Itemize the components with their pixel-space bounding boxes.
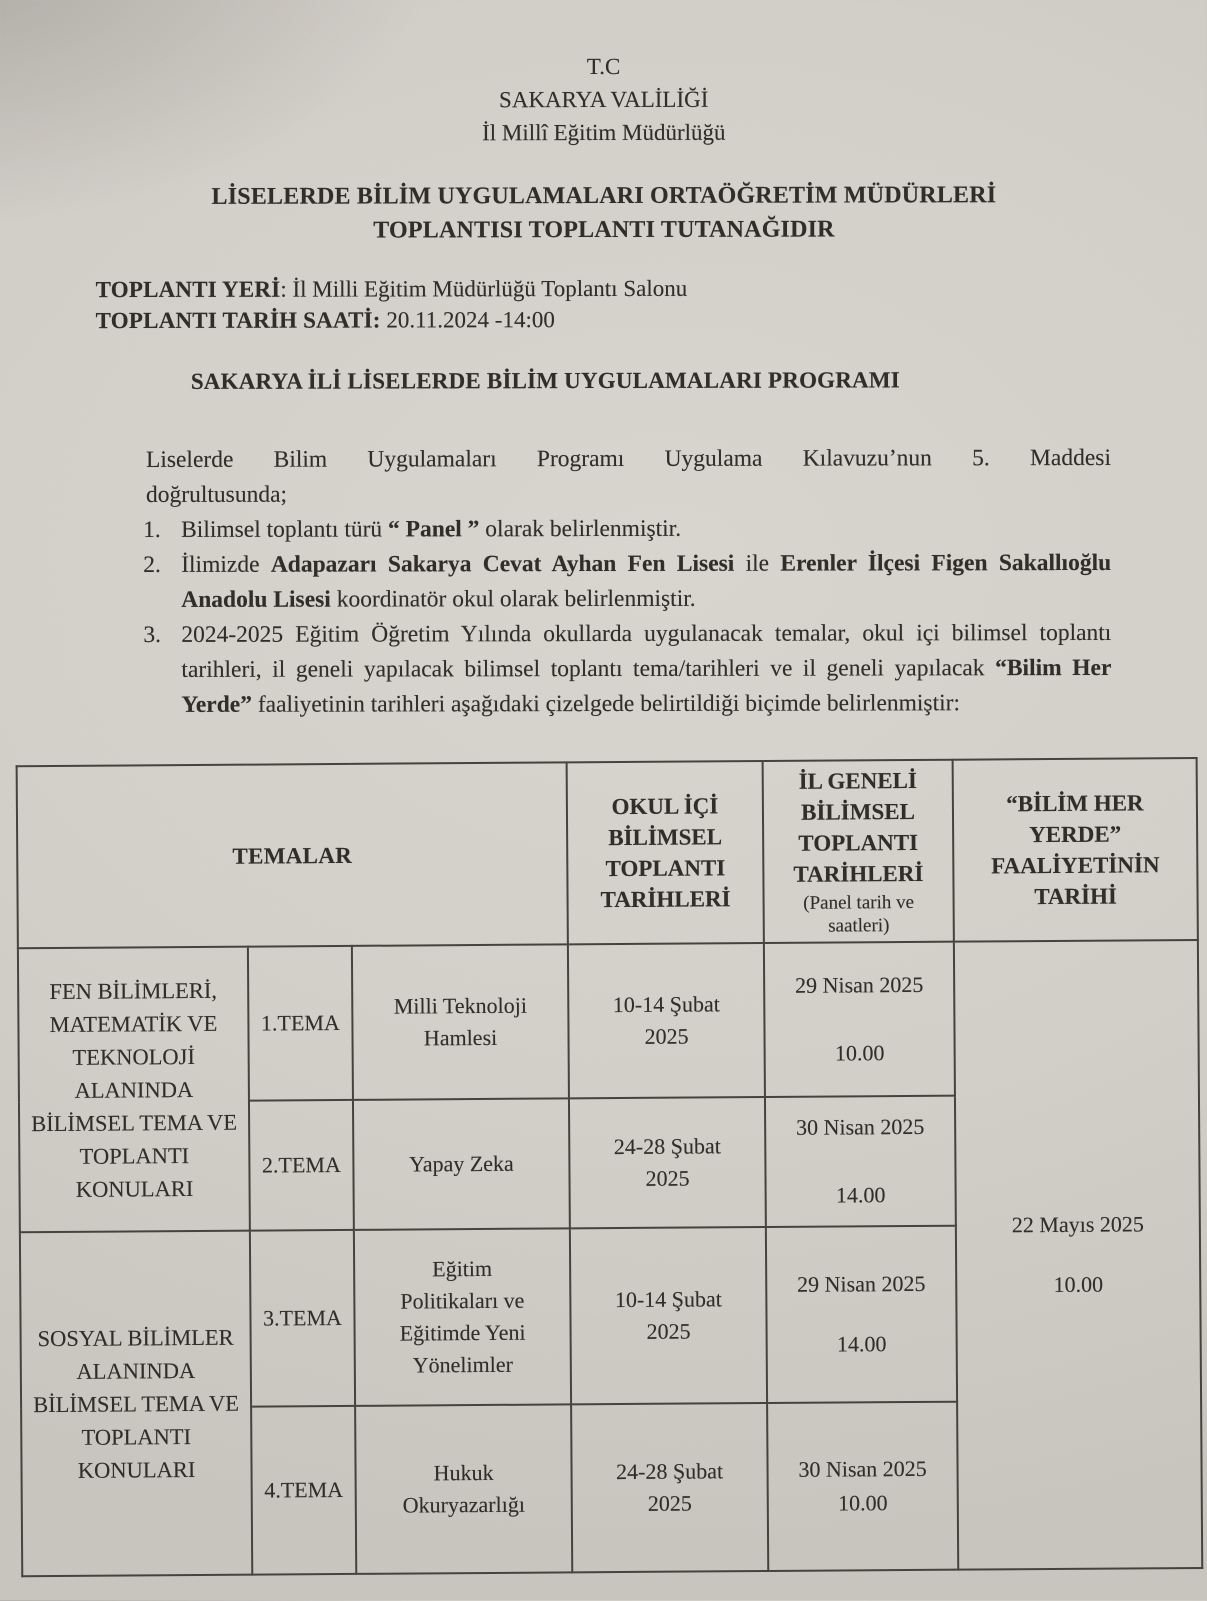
document-title-line-1: LİSELERDE BİLİM UYGULAMALARI ORTAÖĞRETİM MÜDÜRLERİ [211,182,997,210]
panel-cell-4 [767,1402,958,1571]
document-title-line-2: TOPLANTISI TOPLANTI TUTANAĞIDIR [373,216,835,244]
tema-cell-1: 1.TEMA [248,946,353,1101]
bilim-her-yerde-date: 22 Mayıs 2025 [1011,1211,1144,1238]
konu-text-1: Milli Teknoloji Hamlesi [393,992,527,1051]
panel-date-2: 30 Nisan 2025 [795,1113,925,1140]
konu-text-2: Yapay Zeka [408,1150,514,1177]
category-cell-sosyal: SOSYAL BİLİMLER ALANINDA BİLİMSEL TEMA VE TOPLANTI KONULARI [20,1231,252,1577]
panel-cell-3-content [773,1269,950,1360]
intro-paragraph [146,441,1111,513]
program-title: SAKARYA İLİ LİSELERDE BİLİM UYGULAMALARI PROGRAMI [190,367,900,394]
bilim-her-yerde-cell [954,940,1202,1570]
okul-ici-text-4: 24-28 Şubat 2025 [616,1458,724,1516]
tema-cell-2: 2.TEMA [249,1100,354,1231]
list-item-3-seg0: 2024-2025 Eğitim Öğretim Yılında okullarda uygulanacak temalar, okul içi bilimsel toplantı tarihleri, il geneli yapılacak bilimsel toplantı tema/tarihleri ve il geneli yapılacak [181,619,1112,683]
panel-date-4: 30 Nisan 2025 [798,1455,927,1482]
letterhead-line-governorship: SAKARYA VALİLİĞİ [498,86,709,113]
list-item-3 [143,616,1111,723]
panel-date-1: 29 Nisan 2025 [794,971,924,998]
table-header-temalar: TEMALAR [17,762,568,948]
okul-ici-text-2: 24-28 Şubat 2025 [613,1133,721,1191]
panel-cell-2 [765,1096,956,1227]
meeting-datetime-value: 20.11.2024 -14:00 [380,307,555,333]
document-title [0,178,1207,249]
table-header-row [17,758,1198,948]
konu-cell-1 [352,944,569,1100]
list-item-2-number: 2. [143,551,161,578]
meeting-info [1,272,1207,337]
meeting-datetime-row [96,303,1207,336]
konu-text-3: Eğitim Politikaları ve Eğitimde Yeni Yönelimler [399,1255,526,1378]
letterhead-line-tc: T.C [586,53,621,80]
list-item-3-number: 3. [143,621,161,648]
list-item-2-seg2: ile [734,550,781,577]
meeting-place-value: İl Milli Eğitim Müdürlüğü Toplantı Salonu [292,275,688,302]
meeting-place-label: TOPLANTI YERİ [95,276,281,303]
list-item-1-number: 1. [143,516,161,543]
konu-text-4: Hukuk Okuryazarlığı [402,1459,525,1518]
intro-line-2: doğrultusunda; [146,481,288,508]
okul-ici-text-3: 10-14 Şubat 2025 [614,1286,722,1344]
list-item-2-seg0: İlimizde [181,551,271,578]
konu-cell-3 [354,1228,571,1406]
table-header-il-geneli-title: İL GENELİ BİLİMSEL TOPLANTI TARİHLERİ [793,767,924,887]
decision-list [143,511,1111,723]
okul-ici-cell-2 [569,1097,766,1228]
tema-cell-4: 4.TEMA [251,1406,356,1575]
meeting-place-row [96,272,1207,305]
list-item-2-text [181,546,1111,618]
meeting-datetime-label: TOPLANTI TARİH SAATİ: [95,307,381,334]
panel-cell-4-content [774,1454,950,1519]
list-item-2 [143,546,1111,618]
panel-cell-1 [764,942,955,1097]
panel-cell-1-content [771,970,948,1069]
list-item-2-seg1-bold: Adapazarı Sakarya Cevat Ayhan Fen Lisesi [270,550,735,578]
list-item-1-seg0: Bilimsel toplantı türü [181,516,389,543]
bilim-her-yerde-time: 10.00 [1053,1271,1104,1298]
intro-line-1: Liselerde Bilim Uygulamaları Programı Uygulama Kılavuzu’nun 5. Maddesi [145,444,1111,473]
okul-ici-text-1: 10-14 Şubat 2025 [612,991,720,1049]
list-item-2-seg3-bold: Erenler İlçesi Figen Sakallıoğlu Anadolu Lisesi [181,549,1112,613]
list-item-1-text [181,511,1111,548]
table-header-il-geneli [763,760,954,943]
okul-ici-cell-3 [570,1227,767,1404]
panel-cell-2-content [772,1112,949,1211]
konu-cell-2 [353,1098,570,1230]
list-item-3-seg2: faaliyetinin tarihleri aşağıdaki çizelgede belirtildiği biçimde belirlenmiştir: [251,690,961,718]
panel-cell-3 [766,1226,957,1403]
list-item-3-seg1-bold: “Bilim Her Yerde” [181,654,1112,718]
list-item-1 [143,511,1111,548]
category-cell-fen: FEN BİLİMLERİ, MATEMATİK VE TEKNOLOJİ ALANINDA BİLİMSEL TEMA VE TOPLANTI KONULARI [18,947,250,1233]
panel-time-2: 14.00 [835,1182,886,1208]
panel-time-4: 10.00 [837,1490,888,1516]
list-item-2-seg4: koordinatör okul olarak belirlenmiştir. [330,585,696,613]
table-header-bilim-her-yerde: “BİLİM HER YERDE” FAALİYETİNİN TARİHİ [953,758,1198,942]
letterhead-line-directorate: İl Millî Eğitim Müdürlüğü [482,119,726,146]
list-item-1-seg2: olarak belirlenmiştir. [479,515,682,543]
program-table [16,757,1204,1577]
panel-time-3: 14.00 [836,1331,887,1357]
table-header-il-geneli-note: (Panel tarih ve saatleri) [803,891,915,937]
konu-cell-4 [355,1404,572,1574]
panel-time-1: 10.00 [834,1040,885,1066]
table-row-1 [18,940,1199,1102]
table-header-okul-ici: OKUL İÇİ BİLİMSEL TOPLANTI TARİHLERİ [567,761,764,944]
panel-date-3: 29 Nisan 2025 [797,1270,926,1297]
okul-ici-cell-4 [571,1403,768,1572]
meeting-place-separator: : [280,276,293,302]
okul-ici-cell-1 [568,943,765,1098]
letterhead [0,0,1207,150]
tema-cell-3: 3.TEMA [250,1230,355,1407]
list-item-1-seg1-bold: “ Panel ” [388,516,480,543]
list-item-3-text [181,616,1111,723]
